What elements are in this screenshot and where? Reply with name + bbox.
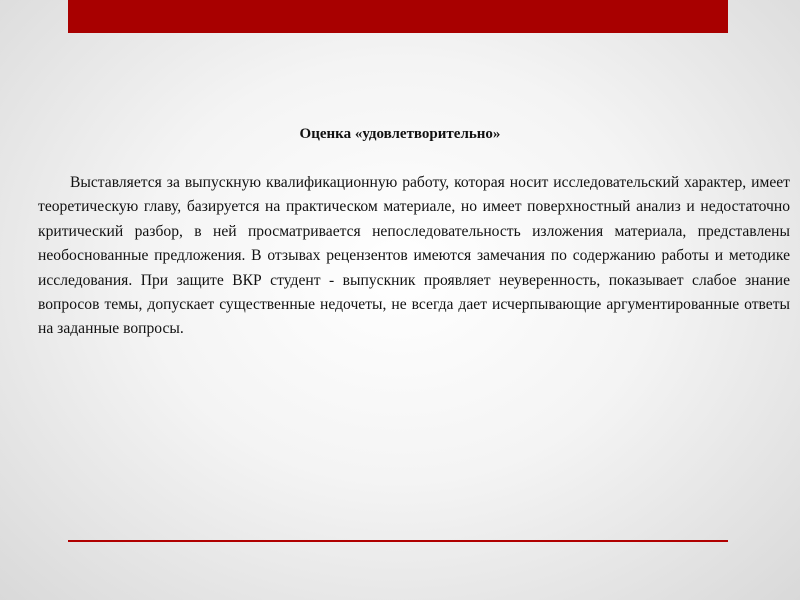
slide-title: Оценка «удовлетворительно» (299, 126, 501, 142)
bottom-divider (68, 540, 728, 542)
top-accent-bar (68, 0, 728, 33)
slide-body-text: Выставляется за выпускную квалификационную работу, которая носит исследовательский характер, имеет теоретическую главу, базируется на практическом материале, но имеет поверхностный анализ и недостаточно критический разбор, в ней просматривается непоследовательность изложения материала, представлены необоснованные предложения. В отзывах рецензентов имеются замечания по содержанию работы и методике исследования. При защите ВКР студент - выпускник проявляет неуверенность, показывает слабое знание вопросов темы, допускает существенные недочеты, не всегда дает исчерпывающие аргументированные ответы на заданные вопросы. (38, 174, 790, 338)
